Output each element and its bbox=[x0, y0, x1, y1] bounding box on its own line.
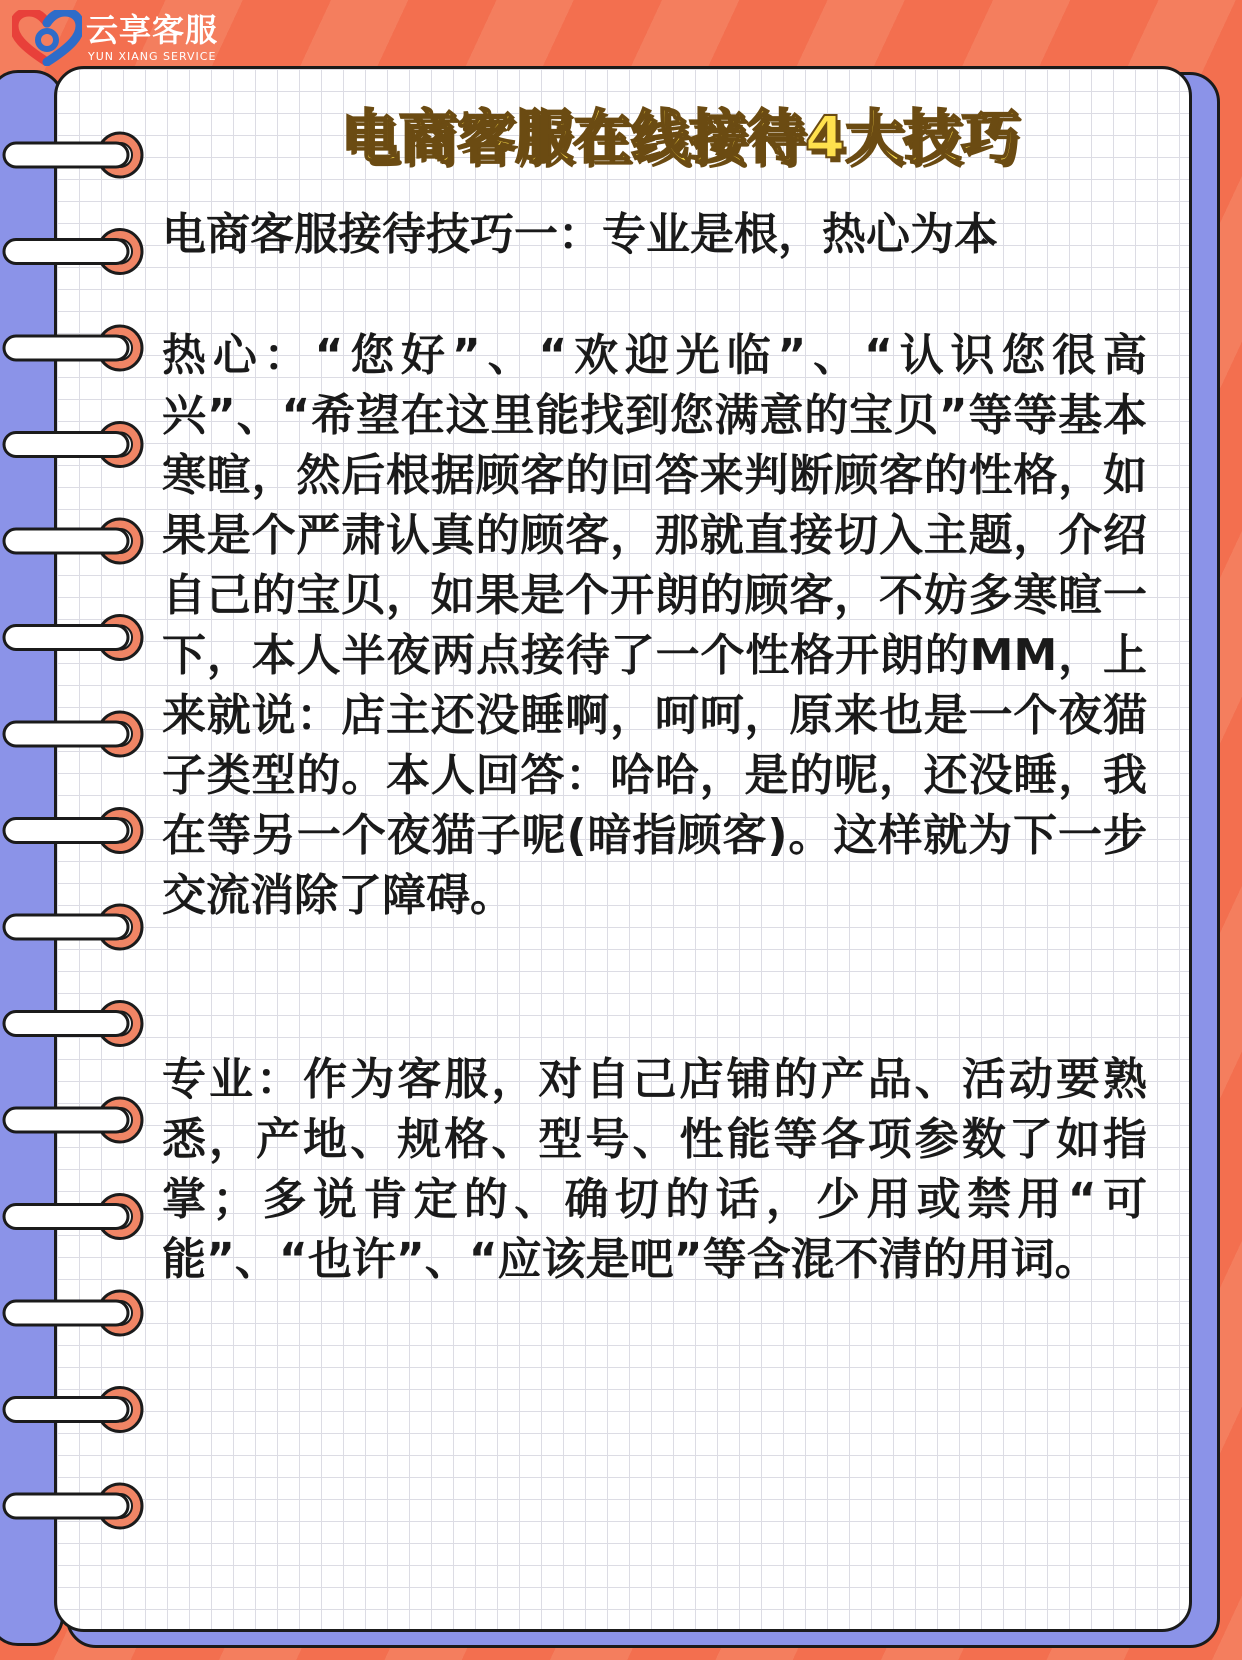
ring-wire bbox=[4, 529, 128, 553]
spiral-ring bbox=[4, 809, 142, 853]
spiral-ring bbox=[4, 1484, 142, 1528]
spiral-ring bbox=[4, 616, 142, 660]
spiral-ring bbox=[4, 1098, 142, 1142]
ring-wire bbox=[4, 1205, 128, 1229]
ring-wire bbox=[4, 1012, 128, 1036]
spiral-ring bbox=[4, 905, 142, 949]
spiral-ring bbox=[4, 326, 142, 370]
ring-wire bbox=[4, 1494, 128, 1518]
ring-wire bbox=[4, 240, 128, 264]
spiral-ring bbox=[4, 1291, 142, 1335]
ring-wire bbox=[4, 819, 128, 843]
page-title: 电商客服在线接待4大技巧 bbox=[340, 103, 1020, 171]
spiral-ring bbox=[4, 1002, 142, 1046]
spiral-ring bbox=[4, 230, 142, 274]
spiral-ring bbox=[4, 1388, 142, 1432]
section-heading: 电商客服接待技巧一：专业是根，热心为本 bbox=[162, 209, 998, 260]
paragraph-professional: 专业：作为客服，对自己店铺的产品、活动要熟悉，产地、规格、型号、性能等各项参数了如指掌；多说肯定的、确切的话，少用或禁用“可能”、“也许”、“应该是吧”等含混不清的用词。 bbox=[162, 1054, 1147, 1285]
ring-wire bbox=[4, 1301, 128, 1325]
ring-wire bbox=[4, 433, 128, 457]
ring-wire bbox=[4, 1398, 128, 1422]
ring-wire bbox=[4, 143, 128, 167]
ring-wire bbox=[4, 722, 128, 746]
ring-wire bbox=[4, 1108, 128, 1132]
ring-wire bbox=[4, 915, 128, 939]
spiral-ring bbox=[4, 1195, 142, 1239]
spiral-rings bbox=[0, 0, 160, 1660]
spiral-ring bbox=[4, 712, 142, 756]
spiral-ring bbox=[4, 519, 142, 563]
paragraph-warmth: 热心：“您好”、“欢迎光临”、“认识您很高兴”、“希望在这里能找到您满意的宝贝”等等基本寒暄，然后根据顾客的回答来判断顾客的性格，如果是个严肃认真的顾客，那就直接切入主题，介绍自己的宝贝，如果是个开朗的顾客，不妨多寒暄一下，本人半夜两点接待了一个性格开朗的MM，上来就说：店主还没睡啊，呵呵，原来也是一个夜猫子类型的。本人回答：哈哈，是的呢，还没睡，我在等另一个夜猫子呢(暗指顾客)。这样就为下一步交流消除了障碍。 bbox=[162, 330, 1147, 921]
spiral-ring bbox=[4, 423, 142, 467]
brand-subtitle: YUN XIANG SERVICE bbox=[88, 50, 217, 63]
ring-wire bbox=[4, 336, 128, 360]
brand-name: 云享客服 bbox=[86, 11, 219, 49]
ring-wire bbox=[4, 626, 128, 650]
spiral-ring bbox=[4, 133, 142, 177]
